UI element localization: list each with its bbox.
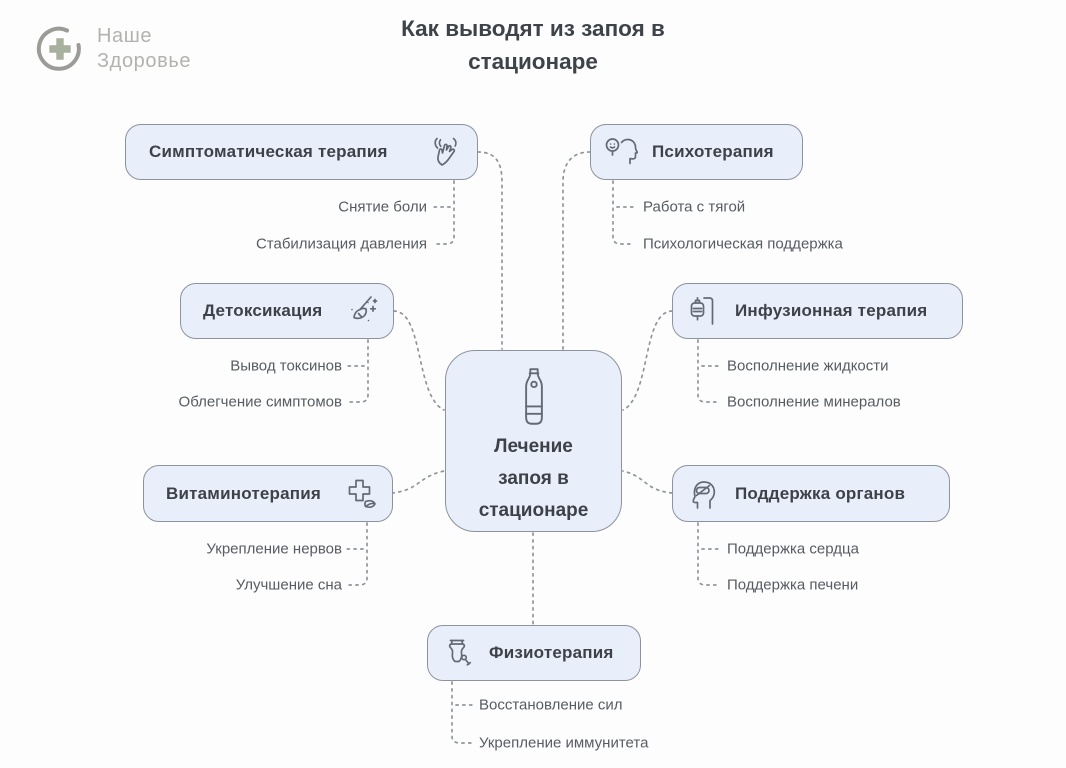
child-label: Улучшение сна [235,576,342,594]
branch-label: Инфузионная терапия [735,301,928,320]
branch-node-organ-support [672,465,950,522]
branch-node-vitamin-therapy [143,465,393,522]
connector [452,682,472,743]
child-label: Восполнение жидкости [727,357,889,375]
page-title-line2: стационаре [468,49,598,74]
cupping-jar-icon [439,635,475,671]
connector [623,311,672,410]
branch-label: Физиотерапия [489,643,614,662]
branch-label: Детоксикация [203,301,323,320]
brand-name-line1: Наше [97,25,153,47]
child-label: Укрепление иммунитета [479,734,649,752]
connector [478,152,502,349]
cross-leaf-icon [343,476,379,512]
central-label-line3: стационаре [478,500,589,521]
head-smile-icon [602,134,638,170]
connector [394,311,444,410]
branch-label: Симптоматическая терапия [149,142,388,161]
child-label: Восстановление сил [479,696,623,714]
branch-node-symptomatic-therapy [125,124,478,180]
connector [563,152,590,349]
child-label: Укрепление нервов [206,540,342,558]
branch-label: Психотерапия [652,142,774,161]
child-label: Поддержка печени [727,576,859,594]
branch-node-physiotherapy [427,625,641,681]
brand-name-line2: Здоровье [97,50,192,72]
central-label-line2: запоя в [498,468,569,489]
child-label: Психологическая поддержка [643,235,843,253]
child-label: Облегчение симптомов [178,393,342,411]
connector [623,471,672,493]
child-label: Вывод токсинов [230,357,342,375]
page-title-line1: Как выводят из запоя в [401,16,665,41]
connector [613,181,634,244]
branch-node-detox [180,283,394,339]
head-relief-icon [685,476,721,512]
iv-drip-icon [685,293,721,329]
child-label: Снятие боли [338,198,427,216]
bottle-icon [513,366,555,429]
broom-sparkles-icon [344,293,380,329]
connector [698,340,719,402]
child-label: Поддержка сердца [727,540,859,558]
pain-relief-hand-icon [428,134,464,170]
connector [348,340,368,402]
connector [698,523,719,585]
branch-node-infusion-therapy [672,283,963,339]
central-label-line1: Лечение [494,436,573,457]
connector [433,181,454,244]
central-node-treatment [445,350,622,532]
branch-label: Витаминотерапия [166,483,322,503]
connector [392,471,444,493]
child-label: Восполнение минералов [727,393,901,411]
branch-node-psychotherapy [590,124,803,180]
child-label: Стабилизация давления [255,235,427,253]
connector [347,523,367,585]
child-label: Работа с тягой [643,198,746,216]
page-title [0,12,1066,78]
branch-label: Поддержка органов [735,483,906,503]
central-node-label [479,431,589,527]
